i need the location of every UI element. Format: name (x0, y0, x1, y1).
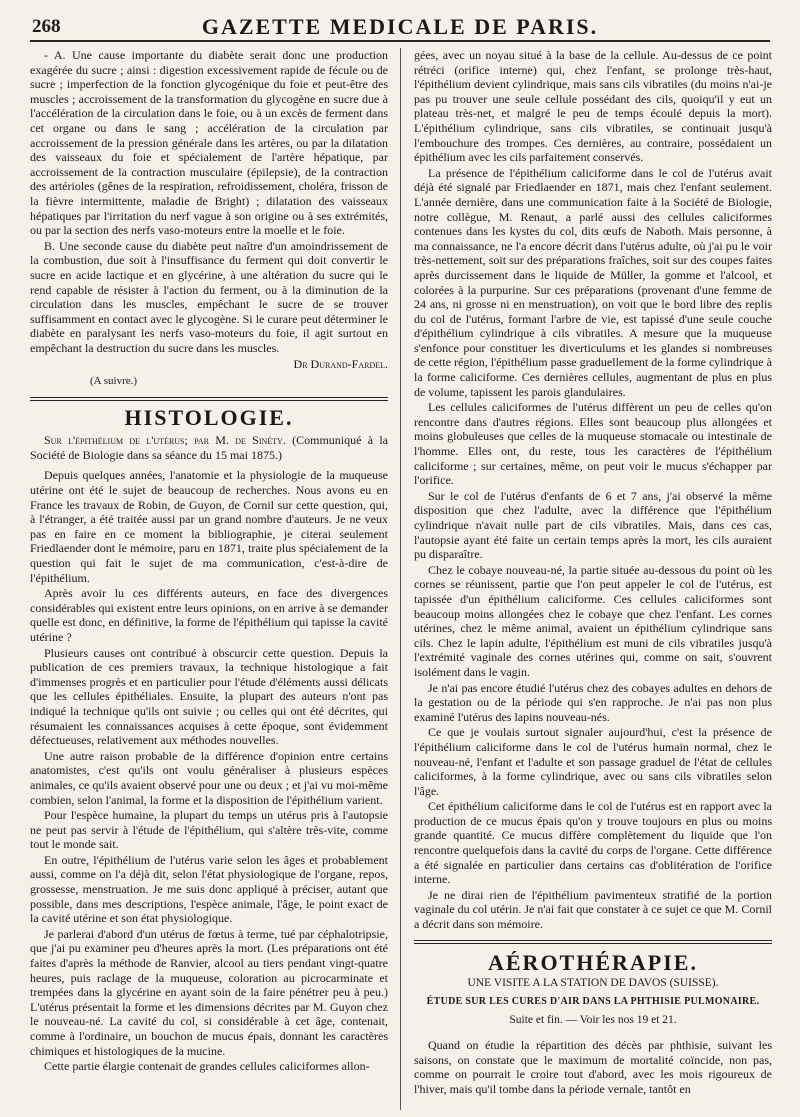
article-paragraph: Quand on étudie la répartition des décès par phthisie, suivant les saisons, on constate que le maximum de mortalité coïncide, non pas, comme on pourrait le croire tout d'abord, avec les mois rigoureux de l'hiver, mais qu'il tombe dans la période vernale, tantôt en (414, 1038, 772, 1096)
article-lead (30, 433, 388, 462)
section-title-aerotherapie: AÉROTHÉRAPIE. (488, 949, 698, 975)
article-paragraph: Plusieurs causes ont contribué à obscurcir cette question. Depuis la publication de ces premiers travaux, la technique histologique a fait d'immenses progrès et en particulier pour l'étude d'éléments aussi délicats que les cellules épithéliales. Ensuite, la plupart des auteurs n'ont pas indiqué la technique qu'ils ont suivie ; ou celles qui ont été décrites, qui résumaient les connaissances acquises à cette époque, sont évidemment défectueuses, relativement aux méthodes nouvelles. (30, 645, 388, 748)
to-be-continued-note: (A suivre.) (90, 375, 138, 388)
article-paragraph: Les cellules caliciformes de l'utérus diffèrent un peu de celles qu'on rencontre dans d'autres régions. Elles sont beaucoup plus allongées et moins globuleuses que celles de la muqueuse stomacale ou intestinale de l'homme. Elles ont, du reste, tous les caractères de l'épithélium caliciforme ; sur certaines, même, on peut voir le mucus s'échapper par l'orifice. (414, 400, 772, 488)
article-paragraph: Ce que je voulais surtout signaler aujourd'hui, c'est la présence de l'épithélium caliciforme dans le col de l'utérus humain normal, chez le nouveau-né, l'enfant et l'adulte et son passage graduel de l'état de cellules caliciformes, à la forme cylindrique, avec ou sans cils vibratiles selon l'âge. (414, 725, 772, 798)
article-paragraph: Chez le cobaye nouveau-né, la partie située au-dessous du point où les cornes se réunissent, partie que l'on peut appeler le col de l'utérus, est tapissée d'un épithélium caliciforme. Ces cellules caliciformes sont beaucoup moins allongées chez le cobaye que chez l'enfant. Les cornes utérines, chez le même animal, avaient un épithélium cylindrique sans cils. Chez le lapin adulte, l'épithélium est muni de cils vibratiles jusqu'à l'extrémité vaginale des cornes utérines qui, comme on sait, s'ouvrent isolément dans le vagin. (414, 562, 772, 679)
right-column (414, 48, 772, 1110)
continuation-note: Suite et fin. — Voir les nos 19 et 21. (509, 1014, 677, 1027)
author-signature: Dr Durand-Fardel. (293, 357, 388, 372)
section-title-histologie: HISTOLOGIE. (124, 404, 294, 430)
article-paragraph: Pour l'espèce humaine, la plupart du temps un utérus pris à l'autopsie ne peut pas servir à l'étude de l'épithélium, qui s'altère très-vite, comme tout le monde sait. (30, 808, 388, 852)
article-paragraph: Une autre raison probable de la différence d'opinion entre certains anatomistes, c'est qu'ils ont voulu généraliser à plusieurs espèces animales, ce qu'ils avaient observé pour une ou deux ; et j'ai vu moi-même combien, selon l'animal, la forme et la disposition de l'épithélium varient. (30, 748, 388, 807)
paragraph-cause-a: - A. Une cause importante du diabète serait donc une production exagérée du sucre ; ainsi : digestion excessivement rapide de fécule ou de sucre ; imperfection de la fonction glycogénique du foie et peut-être des muscles ; accroissement de la transformation du glycogène en sucre due à l'accélération de la circulation dans le foie, ou à un excès de ferment dans cet organe ou dans le sang ; accélération de la circulation par accroissement de la pression générale dans les artères, ou par la dilatation des vaisseaux du foie et spécialement de l'artère hépatique, par accroissement de la contraction musculaire (épilepsie), de la contraction des artérioles (gênes de la respiration, refroidissement, choléra, frisson de la fièvre intermittente, maladie de Bright) ; dilatation des vaisseaux hépatiques par l'irritation du nerf vague à son origine ou à ses extrémités, ou par la section des nerfs vaso-moteurs entre la moelle et le foie. (30, 48, 388, 238)
section-divider (30, 397, 388, 401)
article-subtitle: UNE VISITE A LA STATION DE DAVOS (SUISSE). (467, 977, 719, 990)
page-header (30, 12, 770, 42)
section-divider (414, 940, 772, 944)
article-subtitle-study: ÉTUDE SUR LES CURES D'AIR DANS LA PHTHISIE PULMONAIRE. (426, 995, 760, 1007)
paragraph-cause-b: B. Une seconde cause du diabète peut naître d'un amoindrissement de la combustion, due soit à l'insuffisance du ferment qui doit convertir le sucre en acide lactique et en glycérine, à une altération du sucre qui le rend capable de résister à l'action du ferment, ou à la diminution de la circulation dans les muscles, empêchant le sucre de se trouver suffisamment en contact avec le glycogène. Si le curare peut déterminer le diabète en paralysant les nerfs vaso-moteurs du foie, il agit surtout en empêchant la destruction du sucre dans les muscles. (30, 238, 388, 355)
left-column (30, 48, 388, 1110)
article-paragraph: Cette partie élargie contenait de grandes cellules caliciformes allon- (44, 1059, 370, 1074)
article-paragraph: gées, avec un noyau situé à la base de la cellule. Au-dessus de ce point rétréci (orifice interne) qui, chez l'enfant, se prolonge très-haut, l'épithélium devient cylindrique, mais sans cils vibratiles (du moins n'ai-je pas pu trouver une seule cellule possédant des cils, quoiqu'il y eut un plateau très-net, et malgré le peu de temps écoulé depuis la mort). L'épithélium cylindrique, sans cils vibratiles, se continuait jusqu'à l'embouchure des trompes. Ces dernières, au contraire, possédaient un épithélium avec les cils parfaitement conservés. (414, 48, 772, 165)
article-paragraph: La présence de l'épithélium caliciforme dans le col de l'utérus avait déjà été signalé par Friedlaender en 1871, mais chez l'enfant seulement. L'année dernière, dans une communication faite à la Société de Biologie, notre collègue, M. Renaut, a parlé aussi des cellules caliciformes contenues dans les kystes du col, dits œufs de Naboth. Mais personne, à ma connaissance, ne l'a encore décrit dans l'utérus adulte, où j'ai pu le voir très-nettement, soit sur des préparations fraîches, soit sur des coupes faites après durcissement dans le liquide de Müller, la gomme et l'alcool, et colorées à la purpurine. Sur ces préparations (provenant d'une femme de 24 ans, ni grosse ni en menstruation), on voit que le bord libre des replis du col de l'utérus, formant l'arbre de vie, est tapissé d'une seule couche d'épithélium cylindrique à cils vibratiles. A mesure que la muqueuse s'enfonce pour constituer les diverticulums et les glandes si nombreuses de cette région, l'épithélium passe graduellement de la forme cylindrique à la forme caliciforme. Ces dernières cellules, augmentant de plus en plus de volume, tapissent les parois glandulaires. (414, 165, 772, 399)
journal-title: GAZETTE MEDICALE DE PARIS. (201, 14, 599, 39)
article-author: ; par M. de Sinéty. (184, 433, 286, 448)
article-paragraph: Je n'ai pas encore étudié l'utérus chez des cobayes adultes en dehors de la gestation ou de la période qui s'en rapproche. Je n'ai pas non plus examiné l'utérus des lapins nouveau-nés. (414, 680, 772, 724)
article-paragraph: Je ne dirai rien de l'épithélium pavimenteux stratifié de la portion vaginale du col utérin. Je n'ai fait que constater à ce sujet ce que M. Cornil a décrit dans son mémoire. (414, 887, 772, 932)
article-source-note: (Communiqué à la Société de Biologie dans sa séance du 15 mai 1875.) (30, 433, 388, 462)
article-paragraph: Sur le col de l'utérus d'enfants de 6 et 7 ans, j'ai observé la même disposition que chez l'adulte, avec la différence que l'épithélium cylindrique n'avait nulle part de cils vibratiles. Mais, dans ces cas, l'autopsie ayant été faite un certain temps après la mort, les cils auraient pu disparaître. (414, 488, 772, 562)
article-paragraph: Après avoir lu ces différents auteurs, en face des divergences considérables qui existent entre leurs opinions, on en arrive à se demander quelle est donc, en définitive, la forme de l'épithélium qui tapisse la cavité utérine ? (30, 586, 388, 644)
article-title: Sur l'épithélium de l'utérus (44, 433, 185, 448)
article-paragraph: En outre, l'épithélium de l'utérus varie selon les âges et probablement aussi, comme on l'a déjà dit, selon l'état physiologique de l'organe, repos, grossesse, menstruation. Je me suis donc appliqué à préciser, autant que possible, dans mes descriptions, l'espèce animale, l'âge, le point exact de la cavité utérine et son état physiologique. (30, 852, 388, 926)
page-number: 268 (32, 16, 61, 37)
article-paragraph: Cet épithélium caliciforme dans le col de l'utérus est en rapport avec la production de ce mucus épais qu'on y trouve toujours en plus ou moins grande quantité. Ce mucus diffère complètement du liquide que l'on rencontre quelquefois dans la cavité du corps de l'organe. Cette différence a été signalée en particulier dans certains cas d'oblitération de l'orifice interne. (414, 799, 772, 887)
column-divider (400, 48, 401, 1110)
article-paragraph: Je parlerai d'abord d'un utérus de fœtus à terme, tué par céphalotripsie, que j'ai pu examiner peu d'heures après la mort. (Les préparations ont été faites d'après la méthode de Ranvier, alcool au tiers pendant vingt-quatre heures, puis raclage de la muqueuse, coloration au picrocarminate et trempées dans la glycérine en ayant soin de la faire pénétrer peu à peu.) L'utérus présentait la forme et les dimensions décrites par M. Guyon chez le nouveau-né. La cavité du col, si considérable à cet âge, contenait, comme à l'ordinaire, un bouchon de mucus épais, donnant les caractères chimiques et histologiques de la mucine. (30, 926, 388, 1058)
article-paragraph: Depuis quelques années, l'anatomie et la physiologie de la muqueuse utérine ont été le sujet de beaucoup de recherches. Nous avons eu en France les travaux de Robin, de Guyon, de Cornil sur cette question, qui, à l'étranger, a été traitée aussi par un grand nombre d'auteurs. Je ne veux pas en faire en ce moment la bibliographie, je citerai seulement Friedlaender dont le mémoire, paru en 1871, traite plus spécialement de la question qui fait le sujet de ma communication, c'est-à-dire de l'épithélium. (30, 468, 388, 585)
